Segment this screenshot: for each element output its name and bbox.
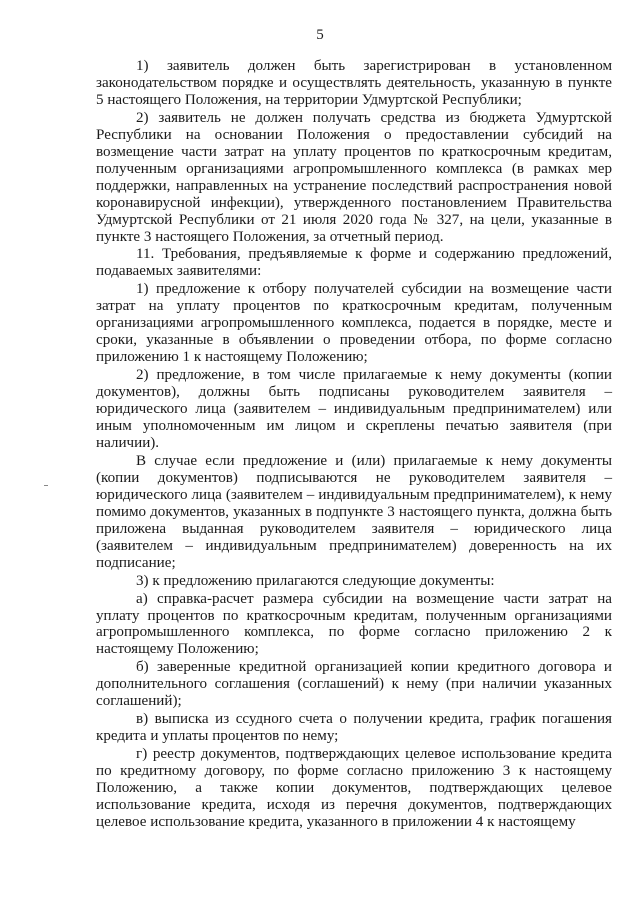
paragraph: 3) к предложению прилагаются следующие документы: <box>136 572 495 589</box>
paragraph: 1) заявитель должен быть зарегистрирован в установленном законодательством порядке и осуществлять деятельность, указанную в пункте 5 настоящего Положения, на территории Удмуртской Республики; <box>96 58 612 108</box>
paragraph: В случае если предложение и (или) прилагаемые к нему документы (копии документов) подписываются не руководителем заявителя – юридического лица (заявителем – индивидуальным предпринимателем), к нему помимо документов, указанных в подпункте 3 настоящего пункта, должна быть приложена выданная руководителем заявителя – юридического лица (заявителем – индивидуальным предпринимателем) доверенность на их подписание; <box>96 452 612 571</box>
paragraph: б) заверенные кредитной организацией копии кредитного договора и дополнительного соглашения (соглашений) к нему (при наличии указанных соглашений); <box>96 659 612 710</box>
paragraph: 2) предложение, в том числе прилагаемые к нему документы (копии документов), должны быть подписаны руководителем заявителя – юридического лица (заявителем – индивидуальным предпринимателем) или иным уполномоченным им лицом и скреплены печатью заявителя (при наличии). <box>96 367 612 451</box>
paragraph: 11. Требования, предъявляемые к форме и содержанию предложений, подаваемых заявителями: <box>96 246 612 280</box>
paragraph: г) реестр документов, подтверждающих целевое использование кредита по кредитному договору, по форме согласно приложению 3 к настоящему Положению, а также копии документов, подтверждающих целевое использование кредита, исходя из перечня документов, подтверждающих целевое использование кредита, указанного в приложении 4 к настоящему <box>96 746 612 830</box>
paragraph: 1) предложение к отбору получателей субсидии на возмещение части затрат на уплату процентов по краткосрочным кредитам, полученным организациями агропромышленного комплекса, подается в порядке, месте и сроки, указанные в объявлении о проведении отбора, по форме согласно приложению 1 к настоящему Положению; <box>96 281 612 366</box>
margin-mark <box>44 485 48 486</box>
paragraph: 2) заявитель не должен получать средства из бюджета Удмуртской Республики на основании Положения о предоставлении субсидий на возмещение части затрат на уплату процентов по краткосрочным кредитам, полученным организациями агропромышленного комплекса (в рамках мер поддержки, направленных на устранение последствий распространения новой коронавирусной инфекции), утвержденного постановлением Правительства Удмуртской Республики от 21 июля 2020 года № 327, на цели, указанные в пункте 3 настоящего Положения, за отчетный период. <box>96 109 612 245</box>
page-number: 5 <box>316 27 324 43</box>
paragraph: в) выписка из ссудного счета о получении кредита, график погашения кредита и уплаты процентов по нему; <box>96 711 612 745</box>
document-body <box>96 58 612 832</box>
paragraph: а) справка-расчет размера субсидии на возмещение части затрат на уплату процентов по краткосрочным кредитам, полученным организациями агропромышленного комплекса, по форме согласно приложению 2 к настоящему Положению; <box>96 590 612 658</box>
